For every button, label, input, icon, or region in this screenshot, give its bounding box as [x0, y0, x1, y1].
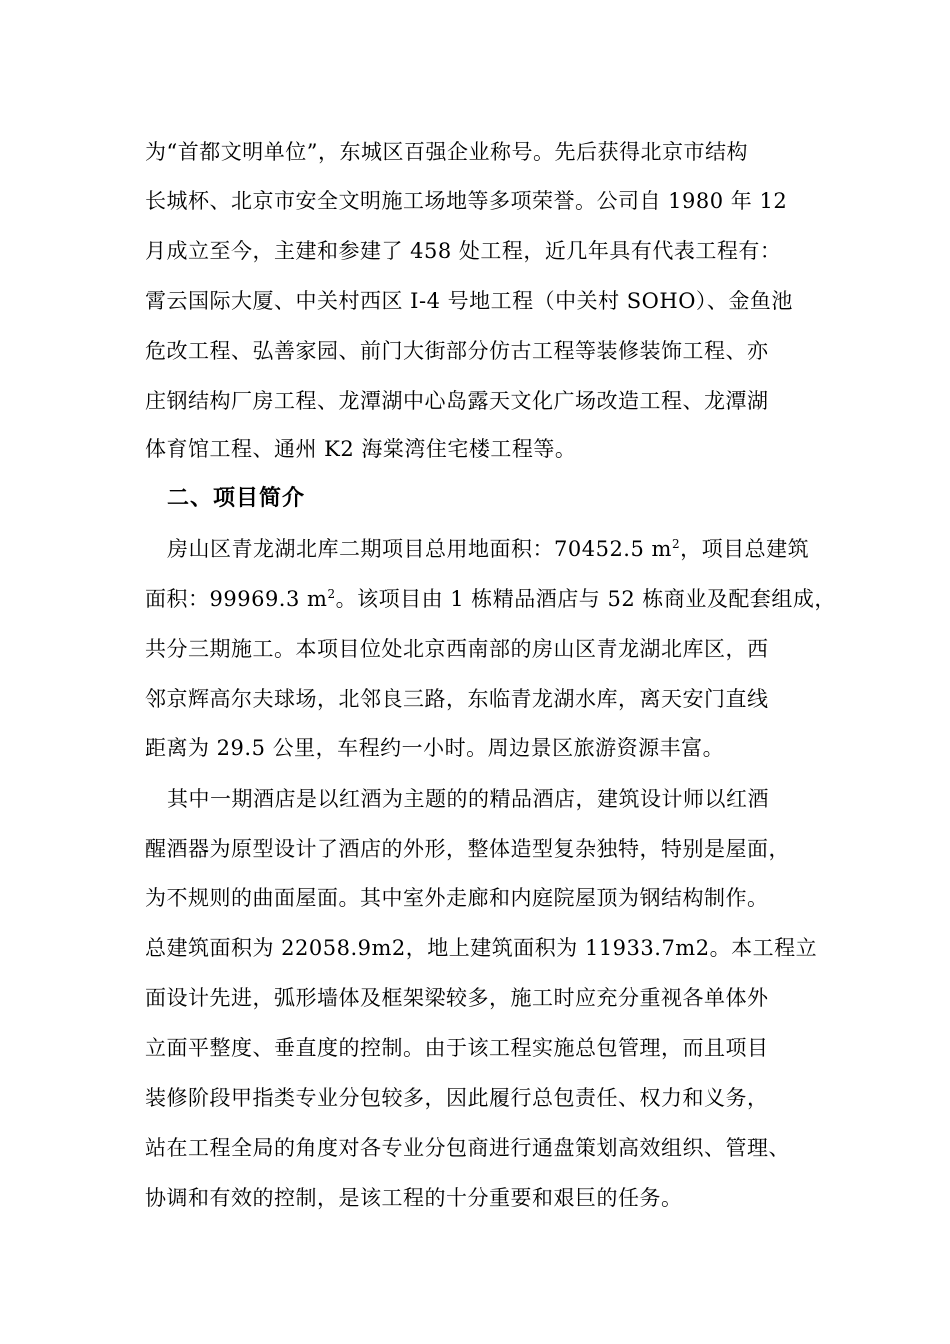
text-line: 为不规则的曲面屋面。其中室外走廊和内庭院屋顶为钢结构制作。 [145, 886, 769, 910]
text-line [167, 534, 809, 564]
text-line: 体育馆工程、通州 K2 海棠湾住宅楼工程等。 [145, 437, 577, 461]
text-line: 危改工程、弘善家园、前门大街部分仿古工程等装修装饰工程、亦 [145, 339, 769, 363]
text-line: 其中一期酒店是以红酒为主题的的精品酒店，建筑设计师以红酒 [167, 787, 769, 811]
text-line: 站在工程全局的角度对各专业分包商进行通盘策划高效组织、管理、 [145, 1136, 790, 1160]
text-line: 装修阶段甲指类专业分包较多，因此履行总包责任、权力和义务， [145, 1086, 769, 1110]
text-line: 月成立至今，主建和参建了 458 处工程，近几年具有代表工程有： [145, 239, 782, 263]
text-line: 为“首都文明单位”，东城区百强企业称号。先后获得北京市结构 [145, 140, 748, 164]
superscript: 2 [671, 537, 681, 551]
text-fragment: ，项目总建筑 [680, 537, 810, 561]
text-line [145, 584, 836, 614]
text-line: 立面平整度、垂直度的控制。由于该工程实施总包管理，而且项目 [145, 1036, 769, 1060]
section-heading: 二、项目简介 [167, 486, 306, 511]
text-fragment: 面积：99969.3 m [145, 587, 328, 611]
text-line: 面设计先进，弧形墙体及框架梁较多，施工时应充分重视各单体外 [145, 986, 769, 1010]
text-line: 邻京辉高尔夫球场，北邻良三路，东临青龙湖水库，离天安门直线 [145, 687, 769, 711]
text-line: 醒酒器为原型设计了酒店的外形，整体造型复杂独特，特别是屋面， [145, 837, 790, 861]
text-fragment: 房山区青龙湖北库二期项目总用地面积：70452.5 m [167, 537, 672, 561]
text-line: 距离为 29.5 公里，车程约一小时。周边景区旅游资源丰富。 [145, 736, 725, 760]
superscript: 2 [327, 587, 336, 601]
text-line: 霄云国际大厦、中关村西区 I-4 号地工程（中关村 SOHO）、金鱼池 [145, 289, 793, 313]
text-line: 庄钢结构厂房工程、龙潭湖中心岛露天文化广场改造工程、龙潭湖 [145, 389, 769, 413]
text-line: 总建筑面积为 22058.9m2，地上建筑面积为 11933.7m2。本工程立 [145, 936, 818, 960]
text-line: 协调和有效的控制，是该工程的十分重要和艰巨的任务。 [145, 1186, 683, 1210]
text-fragment: 。该项目由 1 栋精品酒店与 52 栋商业及配套组成， [335, 587, 836, 611]
text-line: 共分三期施工。本项目位处北京西南部的房山区青龙湖北库区，西 [145, 637, 769, 661]
text-line: 长城杯、北京市安全文明施工场地等多项荣誉。公司自 1980 年 12 [145, 189, 788, 213]
